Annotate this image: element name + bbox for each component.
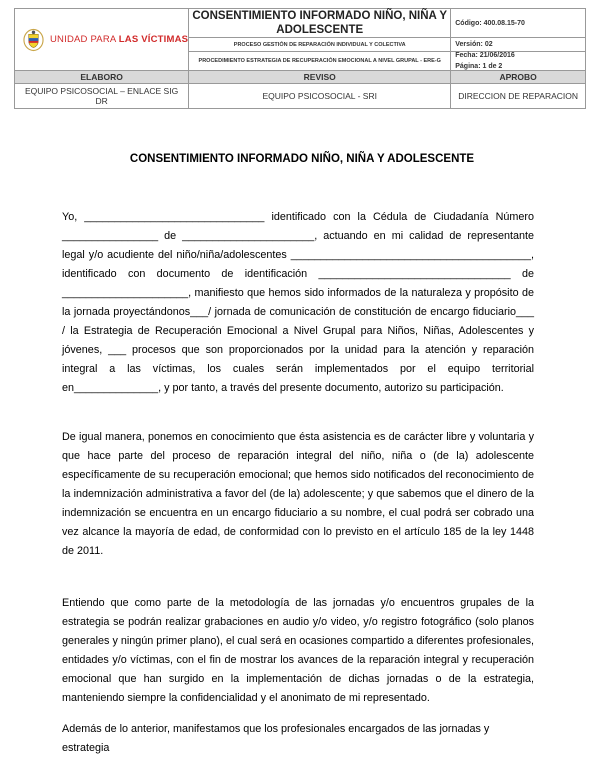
- aprobo-value: DIRECCION DE REPARACION: [451, 84, 586, 109]
- paragraph-voluntary-participation: De igual manera, ponemos en conocimiento que ésta asistencia es de carácter libre y voluntaria y que hace parte del proceso de reparación integral del niño, niña o (de la) adolescente específicamente de su recuperación emocional; que hemos sido notificados del reconocimiento de la indemnización administrativa a favor del (de la) adolescente; y que sabemos que el dinero de la indemnización se encuentra en un encargo fiduciario a su nombre, el cual podrá ser cobrado una vez alcance la mayoría de edad, de conformidad con lo previsto en el artículo 185 de la ley 1448 de 2011.: [62, 431, 534, 557]
- signature-header-row: [15, 71, 586, 84]
- aprobo-header: APROBO: [451, 71, 586, 84]
- paragraph-recordings: Entiendo que como parte de la metodología de las jornadas y/o encuentros grupales de la estrategia se podrán realizar grabaciones en audio y/o video, y/o registro fotográfico (solo planos generales y ningún primer plano), el cual será en ocasiones compartido a diferentes profesionales, entidades y/o víctimas, con el fin de mostrar los avances de la reparación integral y recuperación emocional que han surgido en la implementación de dichas jornadas o de la estrategia, manteniendo siempre la confidencialidad y el anonimato de mi representado.: [62, 597, 534, 704]
- elaboro-header: ELABORO: [15, 71, 189, 84]
- logo-prefix: UNIDAD PARA: [50, 34, 119, 45]
- elaboro-value: EQUIPO PSICOSOCIAL – ENLACE SIG DR: [15, 84, 189, 109]
- unidad-victimas-logo: [15, 9, 188, 70]
- logo-emphasis: LAS VÍCTIMAS: [118, 34, 189, 45]
- header-procedure: PROCEDIMIENTO ESTRATEGIA DE RECUPERACIÓN EMOCIONAL A NIVEL GRUPAL - ERE-G: [189, 52, 451, 71]
- reviso-header: REVISO: [189, 71, 451, 84]
- reviso-value: EQUIPO PSICOSOCIAL - SRI: [189, 84, 451, 109]
- document-title: CONSENTIMIENTO INFORMADO NIÑO, NIÑA Y ADOLESCENTE: [129, 153, 475, 165]
- paragraph-professionals: Además de lo anterior, manifestamos que los profesionales encargados de las jornadas y estrategia: [62, 723, 490, 754]
- signature-value-row: [15, 84, 586, 109]
- document-header: [14, 8, 586, 109]
- document-date: Fecha: 21/06/2016: [455, 52, 515, 59]
- header-title: CONSENTIMIENTO INFORMADO NIÑO, NIÑA Y ADOLESCENTE: [189, 9, 451, 38]
- document-version: Versión: 02: [451, 38, 586, 52]
- document-code: Código: 400.08.15-70: [451, 9, 586, 38]
- coat-of-arms-icon: [23, 28, 44, 52]
- header-process: PROCESO GESTIÓN DE REPARACIÓN INDIVIDUAL Y COLECTIVA: [189, 38, 451, 52]
- logo-cell: [15, 9, 189, 71]
- page-number: Página: 1 de 2: [455, 63, 503, 70]
- paragraph-consent-statement: Yo, ______________________________ identificado con la Cédula de Ciudadanía Número ________________ de ______________________, actuando en mi calidad de representante legal y/o acudiente del niño/niña/adolescentes ________________________________________, identificado con documento de identificación ________________________________ de _____________________, manifiesto que hemos sido informados de la naturaleza y propósito de la jornada proyectándonos___/ jornada de comunicación de constitución de encargo fiduciario___ / la Estrategia de Recuperación Emocional a Nivel Grupal para Niños, Niñas, Adolescentes y jóvenes, ___ procesos que son proporcionados por la unidad para la atención y reparación integral a las víctimas, los cuales serán implementados por el equipo territorial en______________, y por tanto, a través del presente documento, autorizo su participación.: [62, 211, 534, 394]
